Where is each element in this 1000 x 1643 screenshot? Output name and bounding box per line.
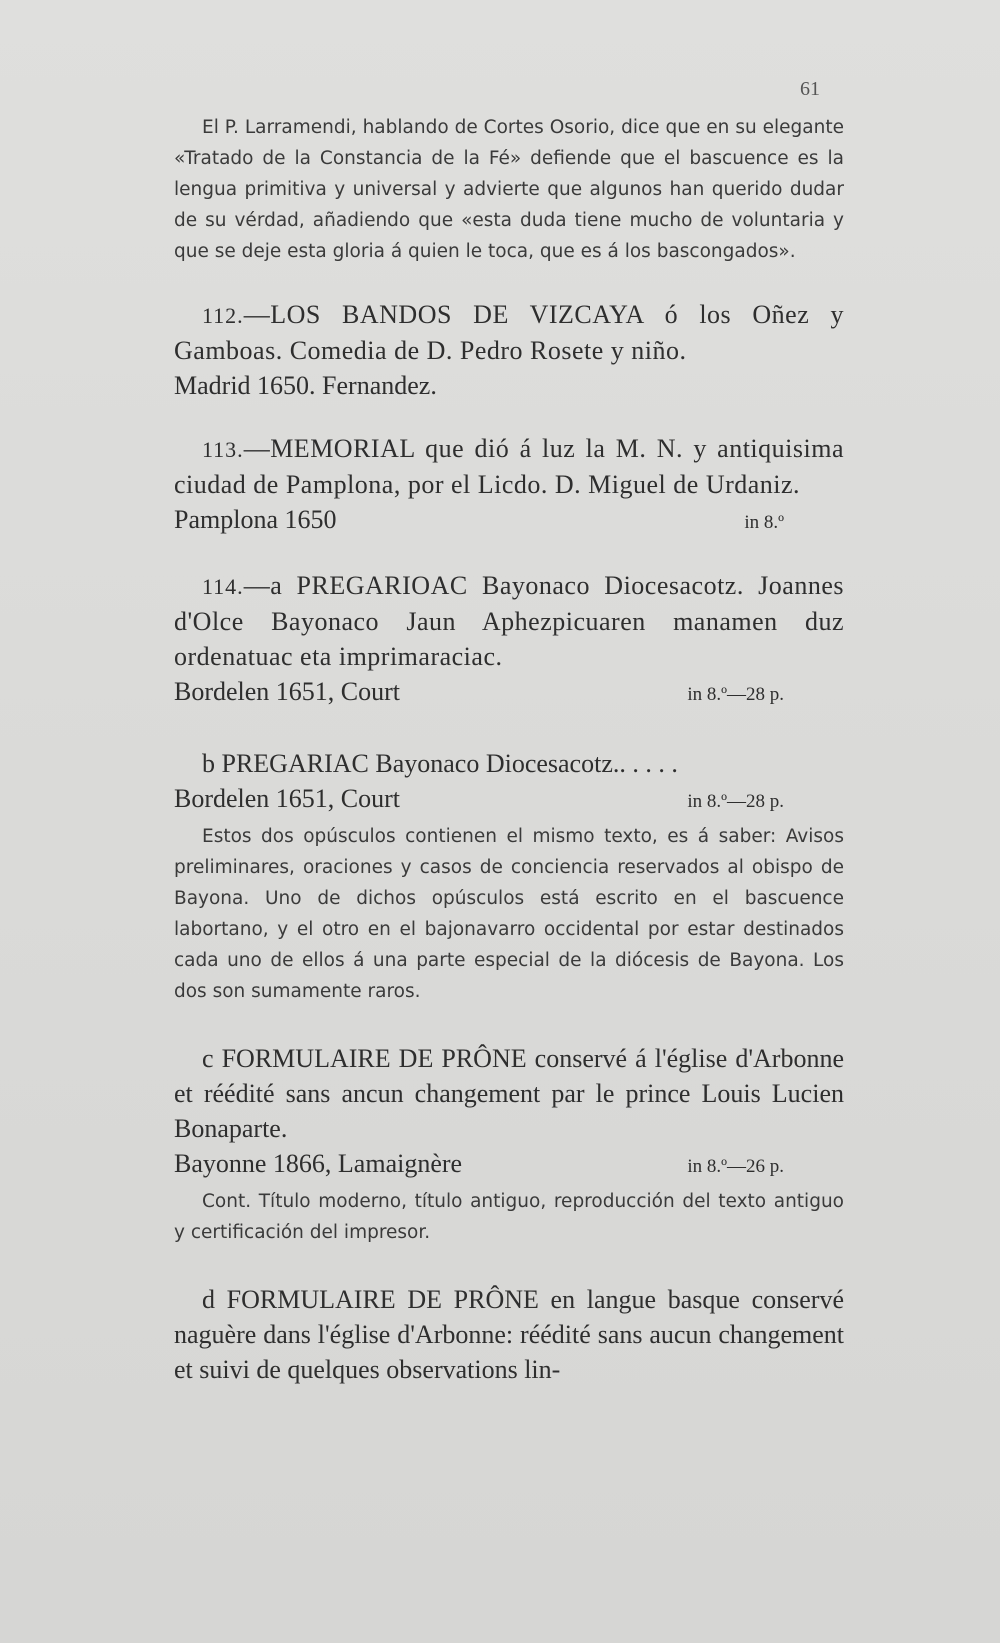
subentry-imprint: Bayonne 1866, Lamaignère (174, 1149, 463, 1178)
entry-size: in 8.º—28 p. (687, 684, 784, 705)
entry-imprint: Pamplona 1650 (174, 505, 337, 534)
intro-paragraph: El P. Larramendi, hablando de Cortes Osorio, dice que en su elegante «Tratado de la Constancia de la Fé» defiende que el bascuence es la lengua primitiva y universal y advierte que algunos han querido dudar de su vérdad, añadiendo que «esta duda tiene mucho de voluntaria y que se deje esta gloria á quien le toca, que es á los bascongados». (174, 117, 844, 262)
subentry-size: in 8.º—26 p. (687, 1156, 784, 1177)
subentry-note: Cont. Título moderno, título antiguo, reproducción del texto antiguo y certificación del impresor. (174, 1191, 844, 1243)
subentry-note: Estos dos opúsculos contienen el mismo texto, es á saber: Avisos preliminares, oraciones y casos de conciencia reservados al obispo de Bayona. Uno de dichos opúsculos está escrito en el bascuence labortano, y el otro en el bajonavarro occidental por estar destinados cada uno de ellos á una parte especial de la diócesis de Bayona. Los dos son sumamente raros. (174, 826, 844, 1002)
entry-114 (174, 568, 844, 712)
entry-title: —MEMORIAL que dió á luz la M. N. y antiquisima ciudad de Pamplona, por el Licdo. D. Miguel de Urdaniz. (174, 434, 844, 499)
imprint-line (174, 781, 784, 819)
entry-112 (174, 297, 844, 403)
subentry-d (174, 1282, 844, 1387)
text-column (174, 112, 844, 1387)
subentry-imprint: Bordelen 1651, Court (174, 784, 401, 813)
entry-number: 112. (202, 303, 244, 328)
entry-imprint: Bordelen 1651, Court (174, 677, 401, 706)
entry-imprint: Madrid 1650. Fernandez. (174, 371, 437, 400)
entry-size: in 8.º (744, 512, 784, 533)
entry-113 (174, 431, 844, 540)
subentry-c (174, 1041, 844, 1248)
entry-title: —LOS BANDOS DE VIZCAYA ó los Oñez y Gamboas. Comedia de D. Pedro Rosete y niño. (174, 300, 844, 365)
subentry-b (174, 746, 844, 1007)
subentry-title: d FORMULAIRE DE PRÔNE en langue basque conservé naguère dans l'église d'Arbonne: réédité sans aucun changement et suivi de quelques observations lin- (174, 1285, 844, 1384)
imprint-line (174, 674, 784, 712)
subentry-title: c FORMULAIRE DE PRÔNE conservé á l'église d'Arbonne et réédité sans ancun changement par le prince Louis Lucien Bonaparte. (174, 1044, 844, 1143)
entry-number: 114. (202, 574, 244, 599)
imprint-line (174, 1146, 784, 1184)
entry-number: 113. (202, 437, 244, 462)
entry-title: —a PREGARIOAC Bayonaco Diocesacotz. Joannes d'Olce Bayonaco Jaun Aphezpicuaren manamen duz ordenatuac eta imprimaraciac. (174, 571, 844, 671)
subentry-size: in 8.º—28 p. (687, 791, 784, 812)
page-number: 61 (800, 78, 820, 100)
imprint-line (174, 502, 784, 540)
subentry-title: b PREGARIAC Bayonaco Diocesacotz.. . . . . (202, 749, 678, 778)
